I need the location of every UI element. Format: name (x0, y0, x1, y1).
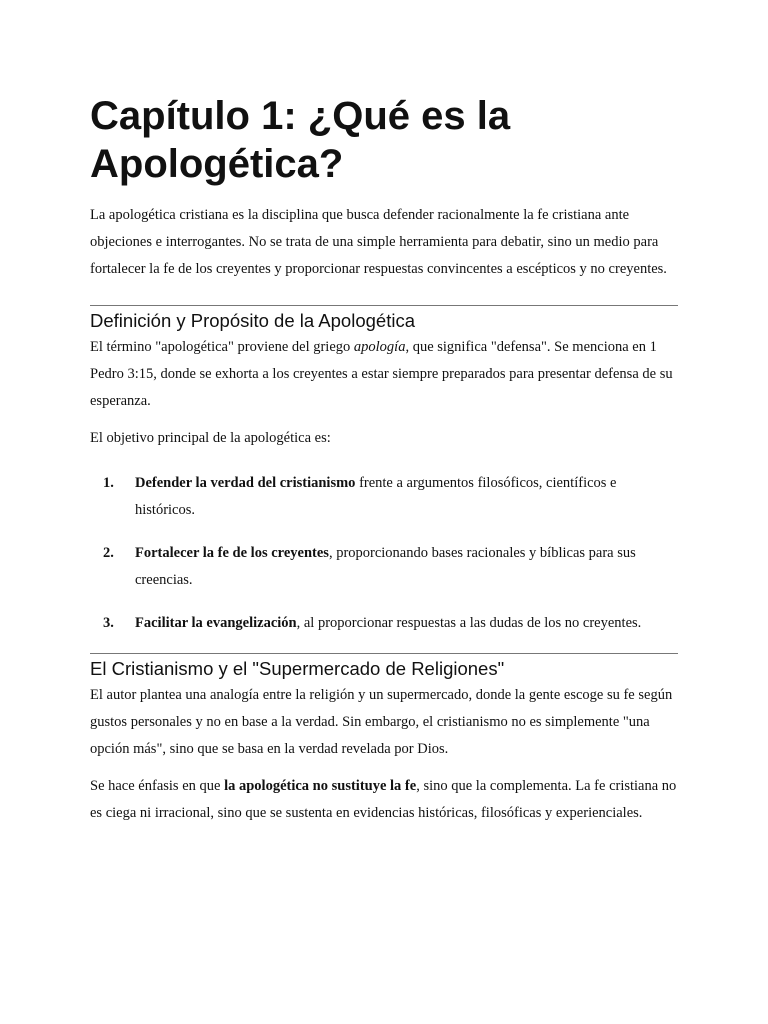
list-item (90, 540, 678, 594)
section-supermercado (90, 653, 678, 827)
list-item-bold: Defender la verdad del cristianismo (135, 475, 356, 491)
intro-paragraph: La apologética cristiana es la disciplina que busca defender racionalmente la fe cristiana ante objeciones e interrogantes. No se trata de una simple herramienta para debatir, sino un medio para fortalecer la fe de los creyentes y proporcionar respuestas convincentes a escépticos y no creyentes. (90, 207, 667, 277)
list-item-bold: Facilitar la evangelización (135, 615, 297, 631)
objectives-list (90, 470, 678, 637)
definition-greek-term: apología (353, 339, 406, 355)
analogy-paragraph: El autor plantea una analogía entre la religión y un supermercado, donde la gente escoge su fe según gustos personales y no en base a la verdad. Sin embargo, el cristianismo no es simplemente "una opción más", sino que se basa en la verdad revelada por Dios. (90, 687, 673, 757)
list-item (90, 470, 678, 524)
list-item-text (135, 610, 678, 637)
list-item-text (135, 540, 678, 594)
list-item-rest: , al proporcionar respuestas a las dudas de los no creyentes. (296, 615, 642, 631)
list-item-text (135, 470, 678, 524)
section-heading-definicion: Definición y Propósito de la Apologética (90, 310, 415, 331)
list-item-rest: , proporcionando bases racionales y bíblicas para sus creencias. (135, 545, 636, 588)
chapter-title: Capítulo 1: ¿Qué es la Apologética? (90, 94, 511, 186)
list-item (90, 610, 678, 637)
list-item-number: 2. (103, 545, 114, 561)
emphasis-text-end: , sino que la complementa. La fe cristiana no es ciega ni irracional, sino que se sustenta en evidencias históricas, filosóficas y experienciales. (90, 778, 677, 821)
emphasis-paragraph (90, 773, 678, 827)
list-item-number: 1. (103, 475, 114, 491)
definition-text-start: El término "apologética" proviene del griego (90, 339, 354, 355)
list-item-number: 3. (103, 615, 114, 631)
definition-text-end: , que significa "defensa". Se menciona en 1 Pedro 3:15, donde se exhorta a los creyentes a estar siempre preparados para presentar defensa de su esperanza. (90, 339, 673, 409)
list-item-bold: Fortalecer la fe de los creyentes (135, 545, 329, 561)
section-heading-supermercado: El Cristianismo y el "Supermercado de Religiones" (90, 658, 505, 679)
objective-intro-paragraph: El objetivo principal de la apologética es: (90, 430, 331, 446)
definition-paragraph (90, 334, 678, 415)
list-item-rest: frente a argumentos filosóficos, científicos e históricos. (135, 475, 617, 518)
emphasis-bold-text: la apologética no sustituye la fe (224, 778, 417, 794)
section-definicion (90, 305, 678, 637)
emphasis-text-start: Se hace énfasis en que (90, 778, 225, 794)
